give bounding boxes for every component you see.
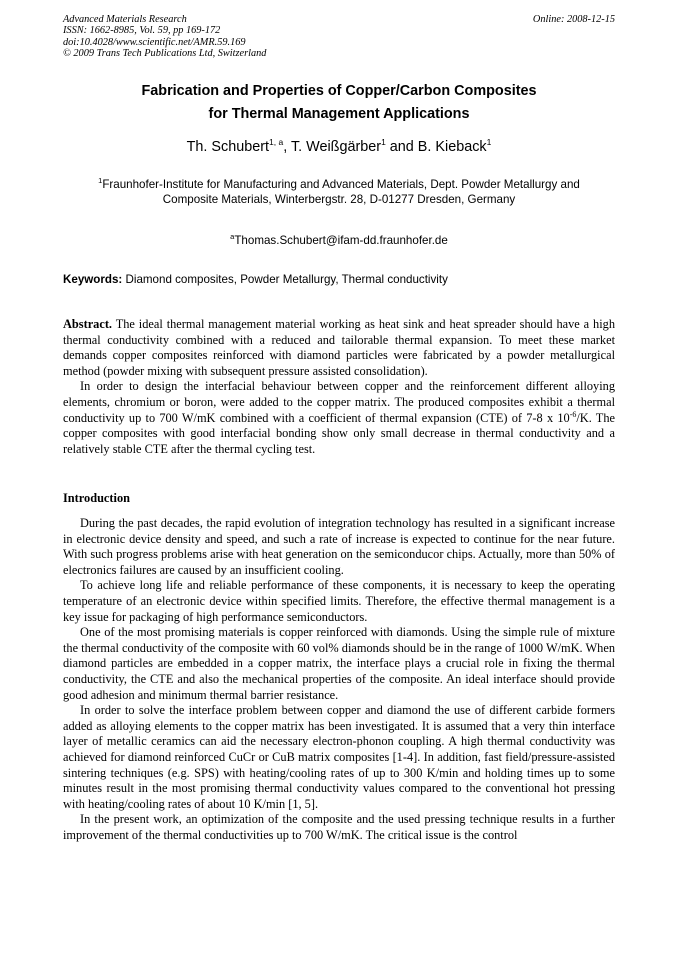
copyright-line: © 2009 Trans Tech Publications Ltd, Switzerland [63, 48, 267, 60]
author-weissgaerber-affil: 1 [381, 137, 386, 148]
corresponding-email [63, 233, 615, 248]
affiliation-line-2: Composite Materials, Winterbergstr. 28, D-01277 Dresden, Germany [162, 193, 516, 206]
intro-paragraph: During the past decades, the rapid evolution of integration technology has resulted in a significant increase in electronic device density and speed, and such a rate of increase is expected to continue for the near future. With such progress problems arise with heat generation on the semiconducor chips. Actually, more than 50% of electronics failures are caused by an insufficient cooling. [63, 516, 615, 577]
author-schubert: Th. Schubert [186, 139, 270, 155]
abstract-paragraph-1: Abstract. The ideal thermal management material working as heat sink and heat spreader should have a high thermal conductivity combined with a reduced and tailorable thermal expansion. To meet these market demands copper composites reinforced with diamond particles were fabricated by a powder metallurgical method (powder mixing with subsequent pressure assisted consolidation). [63, 317, 615, 378]
section-heading-introduction: Introduction [63, 491, 130, 505]
abstract [63, 317, 615, 457]
intro-paragraph: In order to solve the interface problem between copper and diamond the use of different carbide formers added as alloying elements to the copper matrix has been investigated. It is assumed that a very thin interface layer of metallic ceramics can aid the necessary electron-phonon coupling. A high thermal conductivity was achieved for diamond reinforced CuCr or CuB matrix composites [1-4]. In addition, fast field/pressure-assisted sintering techniques (e.g. SPS) with heating/cooling rates of up to 300 K/min and holding times up to some minutes result in the most promising thermal conductivity values compared to the conventional hot pressing with heating/cooling rates of about 10 K/min [1, 5]. [63, 703, 615, 811]
title-line-1: Fabrication and Properties of Copper/Carbon Composites [141, 83, 537, 99]
intro-paragraph: To achieve long life and reliable performance of these components, it is necessary to keep the operating temperature of an electronic device within specified limits. Therefore, the effective thermal management is a key issue for packaging of high performance semiconductors. [63, 578, 615, 624]
abstract-paragraph-2: In order to design the interfacial behaviour between copper and the reinforcement different alloying elements, chromium or boron, were added to the copper matrix. The produced composites exhibit a thermal conductivity up to 700 W/mK combined with a coefficient of thermal expansion (CTE) of 7-8 x $10^{-6}/K$. The copper composites with good interfacial bonding show only small decrease in thermal conductivity and a relatively stable CTE after the thermal cycling test. [63, 379, 616, 456]
issn-line: ISSN: 1662-8985, Vol. 59, pp 169-172 [63, 25, 221, 37]
title-line-2: for Thermal Management Applications [208, 106, 470, 122]
intro-paragraph: One of the most promising materials is copper reinforced with diamonds. Using the simple rule of mixture the thermal conductivity of the composite with 60 vol% diamonds should be in the range of 1000 W/mK. When diamond particles are embedded in a copper matrix, the interface plays a crucial role in fixing the thermal conductivity, the CTE and also the mechanical properties of the composite. An ideal interface should provide good adhesion and minimum thermal barrier resistance. [63, 625, 615, 702]
email-link[interactable]: Thomas.Schubert@ifam-dd.fraunhofer.de [234, 234, 448, 247]
keywords-label: Keywords: [63, 273, 123, 286]
affiliation [63, 177, 615, 207]
author-kieback-affil: 1 [486, 137, 492, 148]
introduction-body [63, 516, 615, 843]
email-marker: a [230, 232, 235, 242]
paper-title [63, 80, 615, 126]
journal-header [63, 14, 615, 60]
affiliation-marker: 1 [98, 176, 103, 186]
intro-paragraph: In the present work, an optimization of the composite and the used pressing technique results in a further improvement of the thermal conductivities up to 700 W/mK. The critical issue is the control [63, 812, 615, 842]
author-schubert-affil: 1, a [269, 137, 284, 148]
author-kieback: and B. Kieback [385, 139, 487, 155]
keywords [63, 272, 615, 287]
author-separator: , T. Weißgärber [283, 139, 382, 155]
online-date: Online: 2008-12-15 [532, 14, 615, 25]
author-list [63, 136, 615, 158]
doi-line: doi:10.4028/www.scientific.net/AMR.59.169 [63, 36, 246, 48]
affiliation-line-1: Fraunhofer-Institute for Manufacturing and Advanced Materials, Dept. Powder Metallurgy and [102, 178, 580, 191]
keywords-text: Diamond composites, Powder Metallurgy, Thermal conductivity [122, 273, 448, 286]
abstract-label: Abstract. [63, 317, 113, 331]
journal-name: Advanced Materials Research [63, 14, 187, 25]
